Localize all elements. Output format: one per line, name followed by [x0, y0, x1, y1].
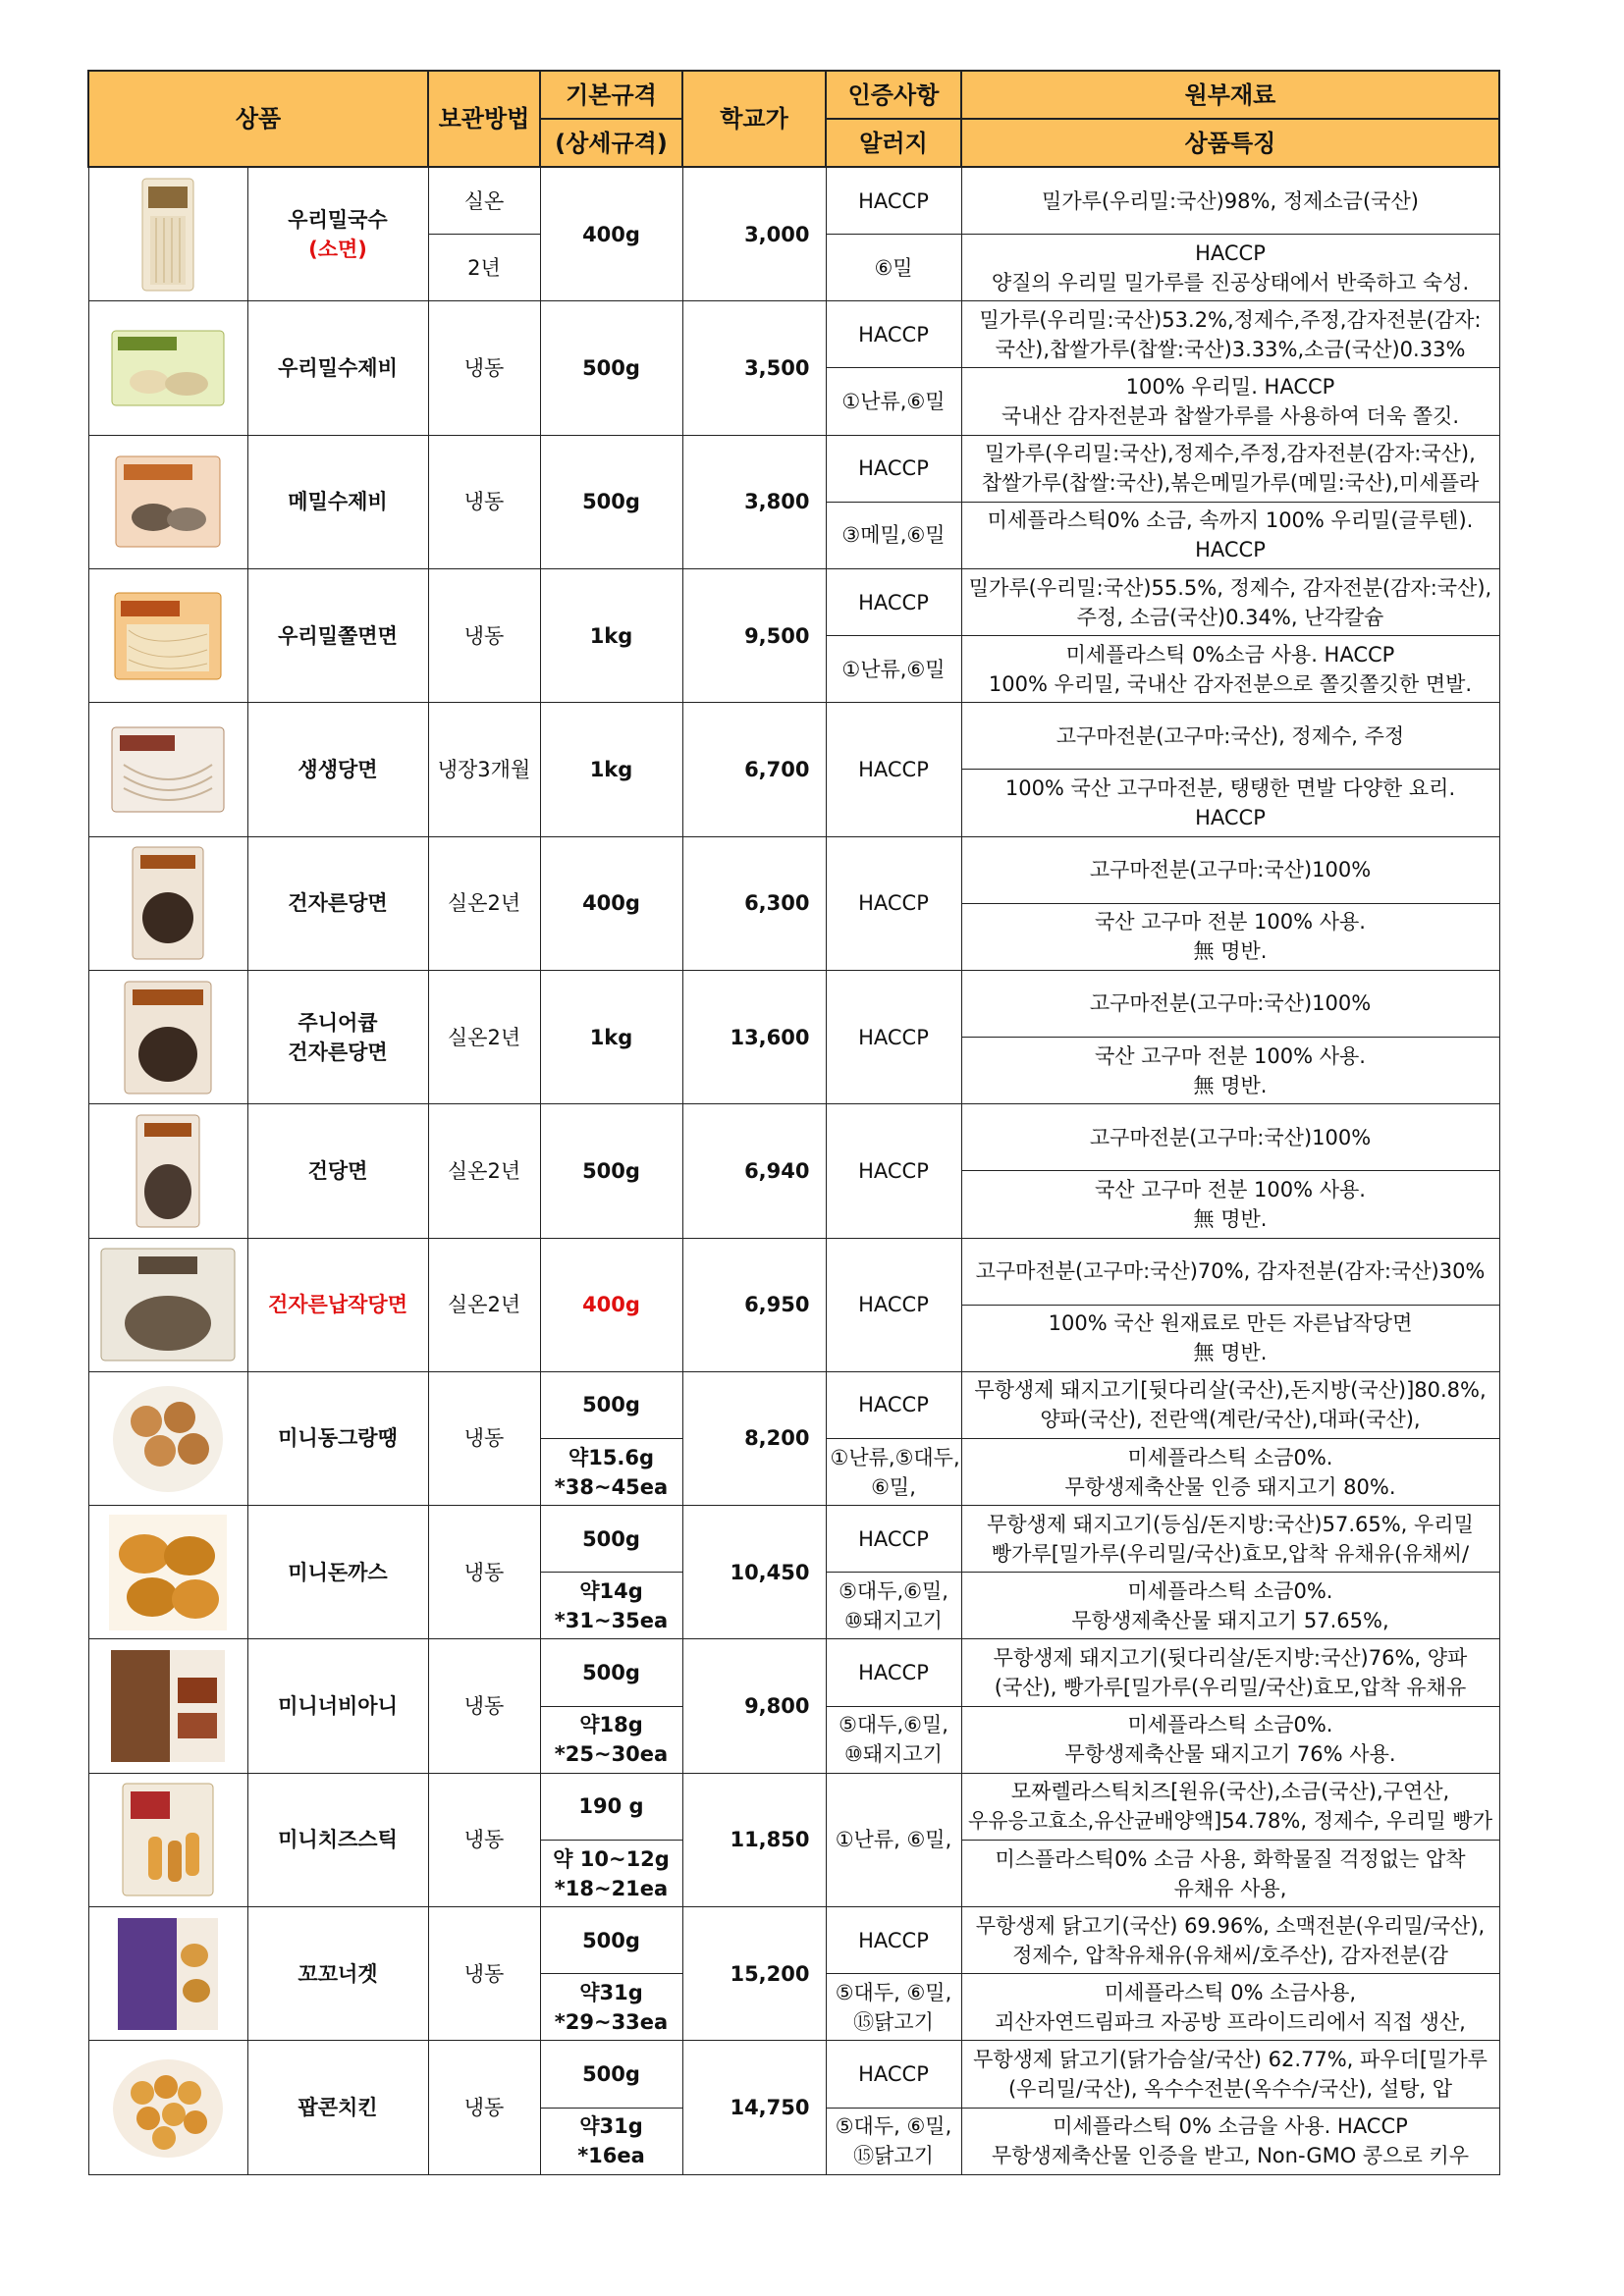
product-material: 고구마전분(고구마:국산)100% [961, 1104, 1499, 1171]
pork-cutlet-icon [109, 1515, 227, 1630]
product-storage: 냉동 [428, 1639, 540, 1773]
product-storage: 냉장3개월 [428, 703, 540, 836]
product-allergy: ①난류,⑤대두, ⑥밀, [826, 1438, 961, 1505]
product-image [88, 970, 247, 1103]
product-storage: 실온 [428, 167, 540, 235]
product-feature: 국산 고구마 전분 100% 사용. 無 명반. [961, 903, 1499, 970]
product-shelf-life: 2년 [428, 235, 540, 301]
header-product: 상품 [88, 71, 428, 167]
jjolmyeon-pack-icon [113, 591, 223, 681]
dried-glass-noodle-pack-icon [133, 1113, 203, 1229]
product-price: 6,940 [682, 1104, 826, 1238]
product-allergy: ③메밀,⑥밀 [826, 502, 961, 568]
product-cert: HACCP [826, 1907, 961, 1974]
product-price: 13,600 [682, 970, 826, 1103]
product-name: 주니어큡 건자른당면 [247, 970, 428, 1103]
product-image [88, 301, 247, 435]
product-storage: 냉동 [428, 1506, 540, 1639]
product-feature: 미세플라스틱 소금0%. 무항생제축산물 돼지고기 76% 사용. [961, 1706, 1499, 1773]
product-price: 6,300 [682, 836, 826, 970]
product-material: 무항생제 돼지고기[뒷다리살(국산),돈지방(국산)]80.8%, 양파(국산), 전란액(계란/국산),대파(국산), [961, 1371, 1499, 1438]
product-price: 3,500 [682, 301, 826, 435]
product-feature: 100% 국산 고구마전분, 탱탱한 면발 다양한 요리. HACCP [961, 770, 1499, 836]
product-spec: 1kg [540, 703, 682, 836]
product-spec: 190 g [540, 1773, 682, 1840]
product-spec: 500g [540, 1907, 682, 1974]
product-storage: 냉동 [428, 568, 540, 702]
product-name: 메밀수제비 [247, 435, 428, 568]
product-spec-detail: 약31g *16ea [540, 2108, 682, 2174]
table-row [88, 2041, 1499, 2108]
product-name: 건자른납작당면 [247, 1238, 428, 1371]
product-storage: 냉동 [428, 2041, 540, 2175]
header-price: 학교가 [682, 71, 826, 167]
product-image [88, 703, 247, 836]
product-image [88, 167, 247, 301]
product-image [88, 435, 247, 568]
product-name: 건자른당면 [247, 836, 428, 970]
product-image [88, 1773, 247, 1906]
neobiani-pack-icon [109, 1648, 227, 1764]
product-name: 미니동그랑땡 [247, 1371, 428, 1505]
table-row [88, 1238, 1499, 1305]
product-name: 미니치즈스틱 [247, 1773, 428, 1906]
noodle-pack-icon [138, 177, 197, 293]
product-storage: 냉동 [428, 1371, 540, 1505]
product-allergy: ⑤대두,⑥밀, ⑩돼지고기 [826, 1706, 961, 1773]
product-feature: HACCP 양질의 우리밀 밀가루를 진공상태에서 반죽하고 숙성. [961, 235, 1499, 301]
product-spec: 400g [540, 836, 682, 970]
product-spec: 500g [540, 301, 682, 435]
product-name: 팝콘치킨 [247, 2041, 428, 2175]
product-feature: 미세플라스틱 소금0%. 무항생제축산물 돼지고기 57.65%, [961, 1573, 1499, 1639]
header-spec-detail: (상세규격) [540, 119, 682, 167]
product-name: 건당면 [247, 1104, 428, 1238]
product-cert: HACCP [826, 836, 961, 970]
product-image [88, 1506, 247, 1639]
product-material: 고구마전분(고구마:국산)70%, 감자전분(감자:국산)30% [961, 1238, 1499, 1305]
product-feature: 100% 국산 원재료로 만든 자른납작당면 無 명반. [961, 1305, 1499, 1371]
product-price: 6,700 [682, 703, 826, 836]
product-image [88, 1907, 247, 2041]
product-name: 미니돈까스 [247, 1506, 428, 1639]
product-name: 우리밀국수 (소면) [247, 167, 428, 301]
product-material: 모짜렐라스틱치즈[원유(국산),소금(국산),구연산,우유응고효소,유산균배양액]54.78%, 정제수, 우리밀 빵가 [961, 1773, 1499, 1840]
product-image [88, 1238, 247, 1371]
product-storage: 실온2년 [428, 1238, 540, 1371]
product-spec: 500g [540, 435, 682, 568]
product-material: 밀가루(우리밀:국산),정제수,주정,감자전분(감자:국산),찹쌀가루(찹쌀:국산),볶은메밀가루(메밀:국산),미세플라 [961, 435, 1499, 502]
product-price: 14,750 [682, 2041, 826, 2175]
product-price: 11,850 [682, 1773, 826, 1906]
product-cert: HACCP [826, 301, 961, 368]
table-row [88, 970, 1499, 1037]
product-cert: HACCP [826, 970, 961, 1103]
header-allergy: 알러지 [826, 119, 961, 167]
product-spec-detail: 약18g *25~30ea [540, 1706, 682, 1773]
product-material: 고구마전분(고구마:국산)100% [961, 970, 1499, 1037]
table-row [88, 1773, 1499, 1840]
table-row [88, 1639, 1499, 1706]
product-feature: 국산 고구마 전분 100% 사용. 無 명반. [961, 1038, 1499, 1104]
product-spec: 1kg [540, 970, 682, 1103]
product-feature: 미스플라스틱0% 소금 사용, 화학물질 걱정없는 압착 유채유 사용, [961, 1840, 1499, 1906]
product-storage: 냉동 [428, 1773, 540, 1906]
product-feature: 미세플라스틱 소금0%. 무항생제축산물 인증 돼지고기 80%. [961, 1438, 1499, 1505]
product-price: 3,800 [682, 435, 826, 568]
product-spec: 400g [540, 167, 682, 301]
cheese-stick-pack-icon [119, 1782, 217, 1897]
product-cert: HACCP [826, 435, 961, 502]
product-image [88, 1371, 247, 1505]
product-name: 꼬꼬너겟 [247, 1907, 428, 2041]
product-allergy: ①난류,⑥밀 [826, 636, 961, 703]
meat-patty-plate-icon [109, 1380, 227, 1496]
table-row [88, 1104, 1499, 1171]
junior-glass-noodle-pack-icon [121, 980, 215, 1095]
product-cert: HACCP [826, 1371, 961, 1438]
table-row [88, 568, 1499, 635]
header-spec: 기본규격 [540, 71, 682, 119]
product-name: 우리밀쫄면면 [247, 568, 428, 702]
product-material: 밀가루(우리밀:국산)98%, 정제소금(국산) [961, 167, 1499, 235]
header-feature: 상품특징 [961, 119, 1499, 167]
product-cert: HACCP [826, 167, 961, 235]
product-image [88, 836, 247, 970]
product-spec: 500g [540, 1506, 682, 1573]
product-allergy: ⑤대두, ⑥밀, ⑮닭고기 [826, 2108, 961, 2174]
product-storage: 냉동 [428, 301, 540, 435]
product-cert: HACCP [826, 568, 961, 635]
product-cert: HACCP [826, 1506, 961, 1573]
product-name: 미니너비아니 [247, 1639, 428, 1773]
product-cert: HACCP [826, 1104, 961, 1238]
header-material: 원부재료 [961, 71, 1499, 119]
table-row [88, 1506, 1499, 1573]
table-row [88, 435, 1499, 502]
product-storage: 냉동 [428, 435, 540, 568]
product-material: 고구마전분(고구마:국산)100% [961, 836, 1499, 903]
flat-glass-noodle-pack-icon [99, 1247, 237, 1362]
sujebi-pack-icon [110, 329, 226, 407]
table-row [88, 703, 1499, 770]
product-feature: 100% 우리밀. HACCP 국내산 감자전분과 찹쌀가루를 사용하여 더욱 쫄깃. [961, 368, 1499, 435]
product-material: 무항생제 돼지고기(등심/돈지방:국산)57.65%, 우리밀 빵가루[밀가루(우리밀/국산)효모,압착 유채유(유채씨/ [961, 1506, 1499, 1573]
glass-noodle-pack-icon [110, 725, 226, 814]
product-spec: 400g [540, 1238, 682, 1371]
product-cert: HACCP [826, 1639, 961, 1706]
product-image [88, 1639, 247, 1773]
product-table [87, 70, 1500, 2175]
product-allergy: ⑤대두, ⑥밀, ⑮닭고기 [826, 1974, 961, 2041]
product-image [88, 2041, 247, 2175]
popcorn-chicken-icon [109, 2054, 227, 2162]
product-material: 무항생제 닭고기(국산) 69.96%, 소맥전분(우리밀/국산), 정제수, 압착유채유(유채씨/호주산), 감자전분(감 [961, 1907, 1499, 1974]
product-spec-detail: 약 10~12g *18~21ea [540, 1840, 682, 1906]
header-cert: 인증사항 [826, 71, 961, 119]
product-material: 밀가루(우리밀:국산)53.2%,정제수,주정,감자전분(감자:국산),찹쌀가루(찹쌀:국산)3.33%,소금(국산)0.33% [961, 301, 1499, 368]
product-storage: 실온2년 [428, 1104, 540, 1238]
product-spec: 500g [540, 2041, 682, 2108]
product-price: 10,450 [682, 1506, 826, 1639]
product-material: 밀가루(우리밀:국산)55.5%, 정제수, 감자전분(감자:국산), 주정, 소금(국산)0.34%, 난각칼슘 [961, 568, 1499, 635]
product-cert: HACCP [826, 1238, 961, 1371]
product-spec: 1kg [540, 568, 682, 702]
table-row [88, 836, 1499, 903]
product-spec: 500g [540, 1371, 682, 1438]
product-material: 무항생제 닭고기(닭가슴살/국산) 62.77%, 파우더[밀가루(우리밀/국산), 옥수수전분(옥수수/국산), 설탕, 압 [961, 2041, 1499, 2108]
product-price: 9,500 [682, 568, 826, 702]
product-cert: HACCP [826, 703, 961, 836]
product-storage: 냉동 [428, 1907, 540, 2041]
product-price: 8,200 [682, 1371, 826, 1505]
product-spec: 500g [540, 1104, 682, 1238]
header-storage: 보관방법 [428, 71, 540, 167]
product-price: 9,800 [682, 1639, 826, 1773]
product-image [88, 568, 247, 702]
product-feature: 국산 고구마 전분 100% 사용. 無 명반. [961, 1171, 1499, 1238]
product-spec-detail: 약15.6g *38~45ea [540, 1438, 682, 1505]
product-price: 3,000 [682, 167, 826, 301]
product-allergy: ⑤대두,⑥밀, ⑩돼지고기 [826, 1573, 961, 1639]
product-spec-detail: 약31g *29~33ea [540, 1974, 682, 2041]
product-image [88, 1104, 247, 1238]
product-feature: 미세플라스틱 0% 소금을 사용. HACCP 무항생제축산물 인증을 받고, Non-GMO 콩으로 키우 [961, 2108, 1499, 2174]
product-storage: 실온2년 [428, 836, 540, 970]
table-row [88, 1371, 1499, 1438]
buckwheat-sujebi-pack-icon [114, 454, 222, 549]
product-storage: 실온2년 [428, 970, 540, 1103]
product-material: 고구마전분(고구마:국산), 정제수, 주정 [961, 703, 1499, 770]
product-price: 15,200 [682, 1907, 826, 2041]
product-allergy: ①난류, ⑥밀, [826, 1773, 961, 1906]
product-feature: 미세플라스틱 0%소금 사용. HACCP 100% 우리밀, 국내산 감자전분으로 쫄깃쫄깃한 면발. [961, 636, 1499, 703]
product-cert: HACCP [826, 2041, 961, 2108]
product-spec-detail: 약14g *31~35ea [540, 1573, 682, 1639]
chicken-nugget-pack-icon [114, 1916, 222, 2032]
product-feature: 미세플라스틱0% 소금, 속까지 100% 우리밀(글루텐). HACCP [961, 502, 1499, 568]
product-allergy: ①난류,⑥밀 [826, 368, 961, 435]
product-name: 우리밀수제비 [247, 301, 428, 435]
product-material: 무항생제 돼지고기(뒷다리살/돈지방:국산)76%, 양파(국산), 빵가루[밀가루(우리밀/국산)효모,압착 유채유 [961, 1639, 1499, 1706]
table-row [88, 301, 1499, 368]
product-name: 생생당면 [247, 703, 428, 836]
product-feature: 미세플라스틱 0% 소금사용, 괴산자연드림파크 자공방 프라이드리에서 직접 생산, [961, 1974, 1499, 2041]
product-spec: 500g [540, 1639, 682, 1706]
table-row [88, 167, 1499, 235]
product-allergy: ⑥밀 [826, 235, 961, 301]
cut-glass-noodle-pack-icon [129, 845, 207, 961]
table-row [88, 1907, 1499, 1974]
product-price: 6,950 [682, 1238, 826, 1371]
